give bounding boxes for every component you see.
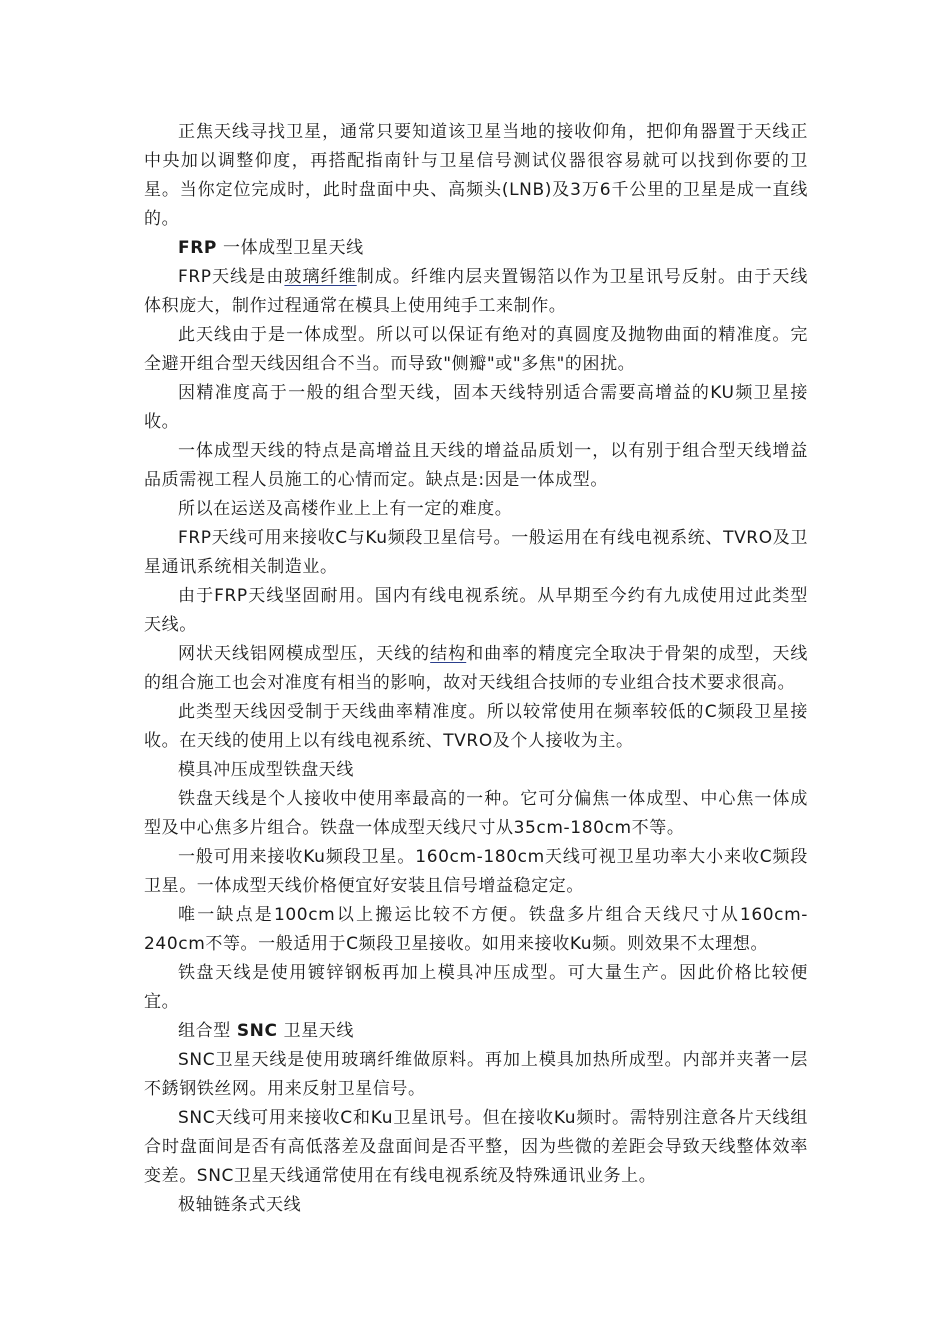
heading-snc-prefix: 组合型 [178, 1021, 231, 1041]
heading-stamped-iron: 模具冲压成型铁盘天线 [178, 760, 354, 780]
text-run: 网状天线铝网模成型压，天线的 [178, 644, 431, 664]
heading-frp-text: 一体成型卫星天线 [222, 238, 364, 258]
text-run: FRP天线是由 [178, 267, 285, 287]
link-fiberglass[interactable]: 玻璃纤维 [284, 267, 357, 287]
paragraph-iron-material: 铁盘天线是使用镀锌钢板再加上模具冲压成型。可大量生产。因此价格比较便宜。 [144, 963, 808, 1012]
paragraph-transport: 所以在运送及高楼作业上上有一定的难度。 [178, 499, 513, 519]
heading-snc [144, 1017, 808, 1046]
heading-polar-chain: 极轴链条式天线 [178, 1195, 302, 1215]
paragraph-features: 一体成型天线的特点是高增益且天线的增益品质划一，以有别于组合型天线增益品质需视工程人员施工的心情而定。缺点是:因是一体成型。 [144, 441, 808, 490]
text-run: 和曲率的精度完全取决于骨架的成型，天线的组合施工也会对准度有相当的影响，故对天线组合技师的专业组合技术要求很高。 [144, 644, 809, 693]
paragraph-iron-ku: 一般可用来接收Ku频段卫星。160cm-180cm天线可视卫星功率大小来收C频段卫星。一体成型天线价格便宜好安装且信号增益稳定定。 [144, 847, 808, 896]
paragraph-iron-drawback: 唯一缺点是100cm以上搬运比较不方便。铁盘多片组合天线尺寸从160cm-240cm不等。一般适用于C频段卫星接收。如用来接收Ku频。则效果不太理想。 [144, 905, 808, 954]
paragraph-snc-material: SNC卫星天线是使用玻璃纤维做原料。再加上模具加热所成型。内部并夹著一层不銹钢铁丝网。用来反射卫星信号。 [144, 1050, 808, 1099]
paragraph-prime-focus: 正焦天线寻找卫星，通常只要知道该卫星当地的接收仰角，把仰角器置于天线正中央加以调整仰度，再搭配指南针与卫星信号测试仪器很容易就可以找到你要的卫星。当你定位完成时，此时盘面中央、高频头(LNB)及3万6千公里的卫星是成一直线的。 [144, 122, 808, 229]
paragraph-one-piece: 此天线由于是一体成型。所以可以保证有绝对的真圆度及抛物曲面的精准度。完全避开组合型天线因组合不当。而导致"侧瓣"或"多焦"的困扰。 [144, 325, 808, 374]
heading-snc-bold: SNC [236, 1021, 278, 1041]
document-body [144, 118, 808, 1220]
text-run: 制成。纤维内层夹置锡箔以作为卫星讯号反射。由于天线体积庞大，制作过程通常在模具上使用纯手工来制作。 [144, 267, 809, 316]
paragraph-ku-precision: 因精准度高于一般的组合型天线，固本天线特别适合需要高增益的KU频卫星接收。 [144, 383, 808, 432]
paragraph-iron-usage: 铁盘天线是个人接收中使用率最高的一种。它可分偏焦一体成型、中心焦一体成型及中心焦多片组合。铁盘一体成型天线尺寸从35cm-180cm不等。 [144, 789, 808, 838]
paragraph-frp-material [144, 263, 808, 321]
link-structure[interactable]: 结构 [430, 644, 467, 664]
paragraph-frp-bands: FRP天线可用来接收C与Ku频段卫星信号。一般运用在有线电视系统、TVRO及卫星通讯系统相关制造业。 [144, 528, 808, 577]
paragraph-mesh-c-band: 此类型天线因受制于天线曲率精准度。所以较常使用在频率较低的C频段卫星接收。在天线的使用上以有线电视系统、TVRO及个人接收为主。 [144, 702, 808, 751]
heading-snc-suffix: 卫星天线 [283, 1021, 354, 1041]
paragraph-mesh [144, 640, 808, 698]
paragraph-snc-bands: SNC天线可用来接收C和Ku卫星讯号。但在接收Ku频时。需特别注意各片天线组合时盘面间是否有高低落差及盘面间是否平整，因为些微的差距会导致天线整体效率变差。SNC卫星天线通常使用在有线电视系统及特殊通讯业务上。 [144, 1108, 808, 1186]
heading-frp [144, 234, 808, 263]
heading-frp-bold: FRP [178, 238, 217, 258]
paragraph-frp-durable: 由于FRP天线坚固耐用。国内有线电视系统。从早期至今约有九成使用过此类型天线。 [144, 586, 808, 635]
